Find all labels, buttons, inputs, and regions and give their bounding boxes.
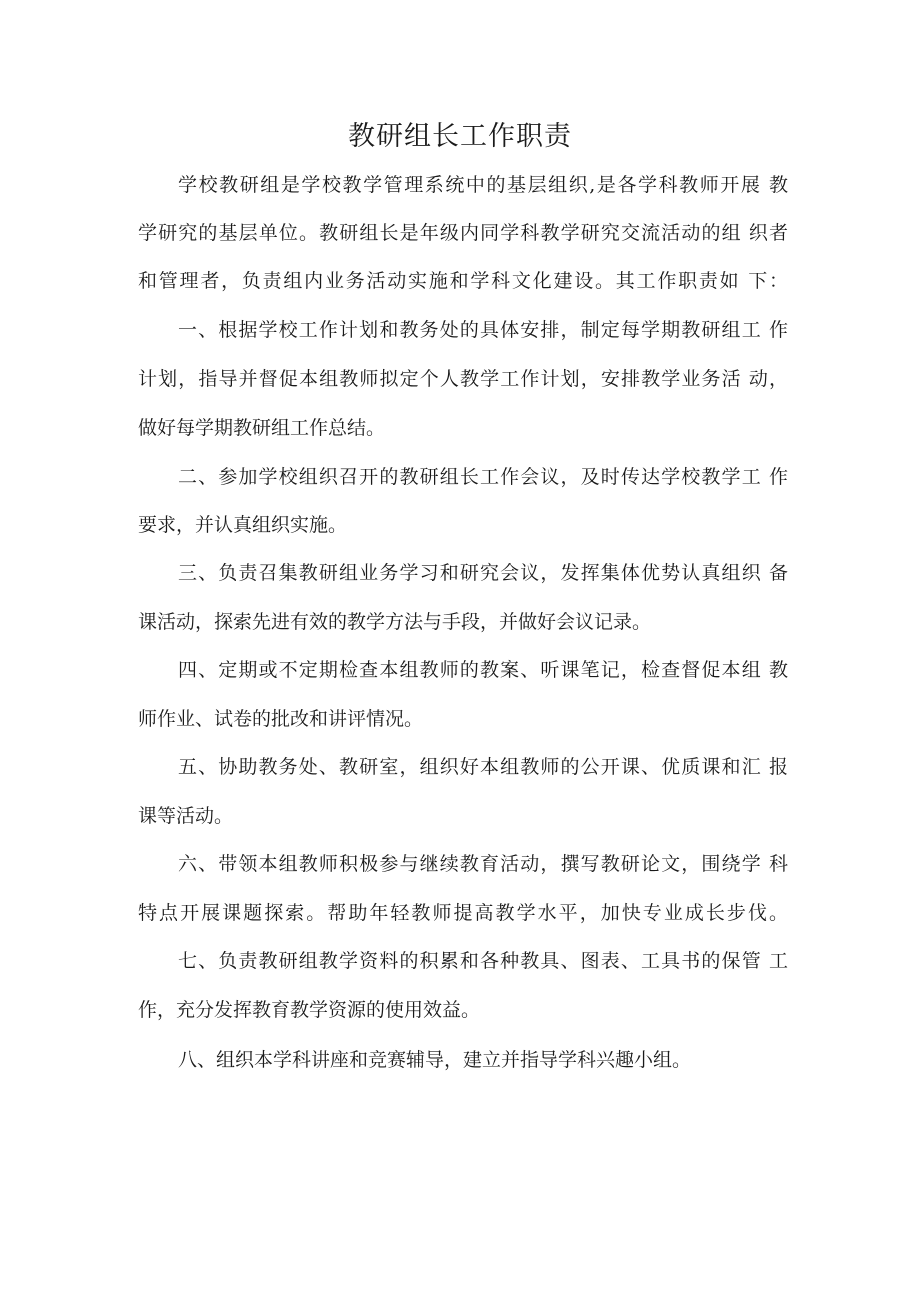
paragraph-line: 八、组织本学科讲座和竞赛辅导，建立并指导学科兴趣小组。	[178, 1049, 692, 1071]
paragraph-line: 五、协助教务处、教研室，组织好本组教师的公开课、优质课和汇 报	[178, 756, 788, 778]
paragraph-line: 四、定期或不定期检查本组教师的教案、听课笔记，检查督促本组 教	[178, 659, 788, 681]
document-title: 教研组长工作职责	[348, 121, 572, 152]
paragraph-line: 课等活动。	[138, 805, 234, 827]
paragraph-line: 做好每学期教研组工作总结。	[138, 417, 386, 439]
paragraph-line: 和管理者，负责组内业务活动实施和学科文化建设。其工作职责如 下：	[138, 270, 788, 292]
paragraph-line: 计划，指导并督促本组教师拟定个人教学工作计划，安排教学业务活 动，	[138, 368, 788, 390]
paragraph-line: 学校教研组是学校教学管理系统中的基层组织,是各学科教师开展 教	[178, 174, 788, 196]
paragraph-line: 七、负责教研组教学资料的积累和各种教具、图表、工具书的保管 工	[178, 950, 788, 972]
paragraph-line: 师作业、试卷的批改和讲评情况。	[138, 708, 424, 730]
paragraph-line: 课活动，探索先进有效的教学方法与手段，并做好会议记录。	[138, 611, 652, 633]
paragraph-line: 作，充分发挥教育教学资源的使用效益。	[138, 999, 481, 1021]
paragraph-line: 二、参加学校组织召开的教研组长工作会议，及时传达学校教学工 作	[178, 466, 788, 488]
paragraph-line: 学研究的基层单位。教研组长是年级内同学科教学研究交流活动的组 织者	[138, 222, 788, 244]
paragraph-line: 特点开展课题探索。帮助年轻教师提高教学水平，加快专业成长步伐。	[138, 902, 788, 924]
paragraph-line: 要求，并认真组织实施。	[138, 514, 348, 536]
paragraph-line: 六、带领本组教师积极参与继续教育活动，撰写教研论文，围绕学 科	[178, 853, 788, 875]
paragraph-line: 三、负责召集教研组业务学习和研究会议，发挥集体优势认真组织 备	[178, 562, 788, 584]
paragraph-line: 一、根据学校工作计划和教务处的具体安排，制定每学期教研组工 作	[178, 319, 788, 341]
